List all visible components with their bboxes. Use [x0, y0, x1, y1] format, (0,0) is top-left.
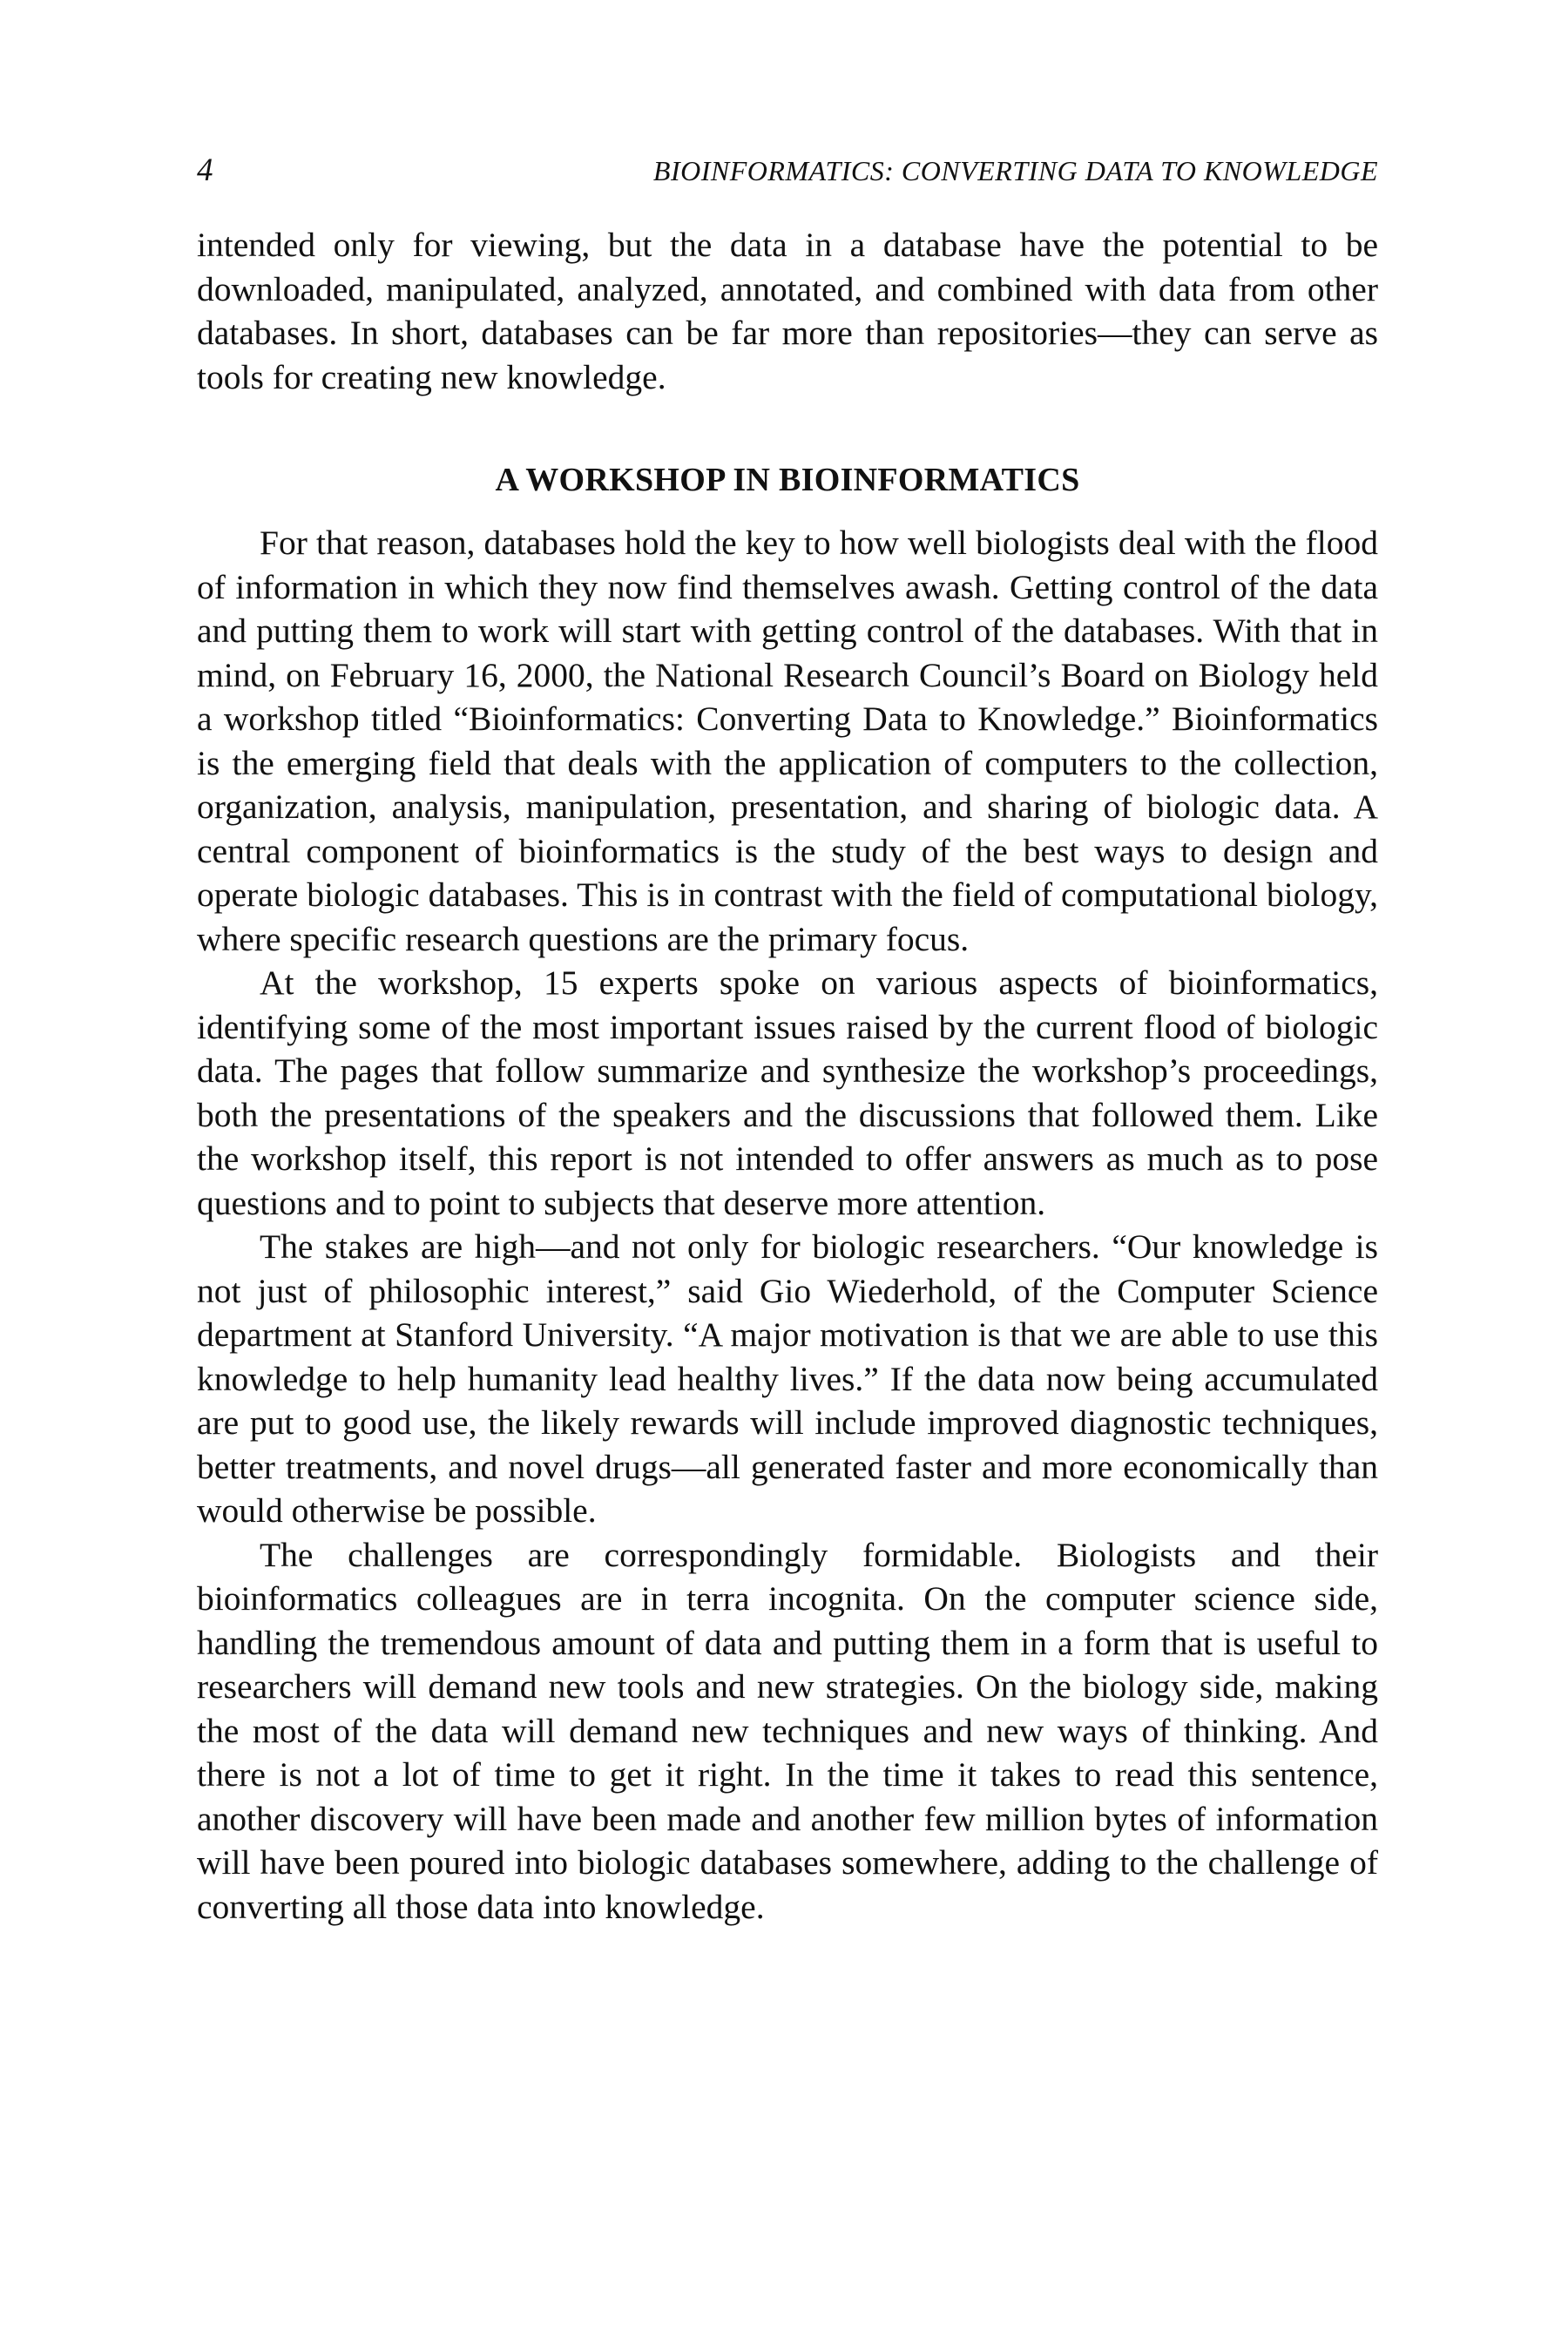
body-text [197, 223, 1378, 1929]
running-head [197, 150, 1378, 192]
paragraph-challenges: The challenges are correspondingly formidable. Biologists and their bioinformatics colleagues are in terra incognita. On the computer science side, handling the tremendous amount of data and putting them in a form that is useful to researchers will demand new tools and new strategies. On the biology side, making the most of the data will demand new techniques and new ways of thinking. And there is not a lot of time to get it right. In the time it takes to read this sentence, another discovery will have been made and another few million bytes of information will have been poured into biologic databases somewhere, adding to the challenge of converting all those data into knowledge. [197, 1535, 1378, 1926]
paragraph-experts: At the workshop, 15 experts spoke on various aspects of bioinformatics, identifying some of the most important issues raised by the current flood of biologic data. The pages that follow summarize and synthesize the workshop’s proceedings, both the presentations of the speakers and the discussions that followed them. Like the workshop itself, this report is not intended to offer answers as much as to pose questions and to point to subjects that deserve more attention. [197, 963, 1378, 1222]
section-heading: A WORKSHOP IN BIOINFORMATICS [495, 462, 1080, 498]
running-title: BIOINFORMATICS: CONVERTING DATA TO KNOWLEDGE [652, 155, 1378, 186]
intro-paragraph: intended only for viewing, but the data in a database have the potential to be downloaded, manipulated, analyzed, annotated, and combined with data from other databases. In short, databases can be far more than repositories—they can serve as tools for creating new knowledge. [197, 226, 1378, 396]
paragraph-stakes: The stakes are high—and not only for biologic researchers. “Our knowledge is not just of philosophic interest,” said Gio Wiederhold, of the Computer Science department at Stanford University. “A major motivation is that we are able to use this knowledge to help humanity lead healthy lives.” If the data now being accumulated are put to good use, the likely rewards will include improved diagnostic techniques, better treatments, and novel drugs—all generated faster and more economically than would otherwise be possible. [197, 1227, 1378, 1530]
page-number: 4 [197, 152, 213, 188]
paragraph-workshop-intro: For that reason, databases hold the key to how well biologists deal with the flood of information in which they now find themselves awash. Getting control of the data and putting them to work will start with getting control of the databases. With that in mind, on February 16, 2000, the National Research Council’s Board on Biology held a workshop titled “Bioinformatics: Converting Data to Knowledge.” Bioinformatics is the emerging field that deals with the application of computers to the collection, organization, analysis, manipulation, presentation, and sharing of biologic data. A central component of bioinformatics is the study of the best ways to design and operate biologic databases. This is in contrast with the field of computational biology, where specific research questions are the primary focus. [197, 524, 1378, 958]
